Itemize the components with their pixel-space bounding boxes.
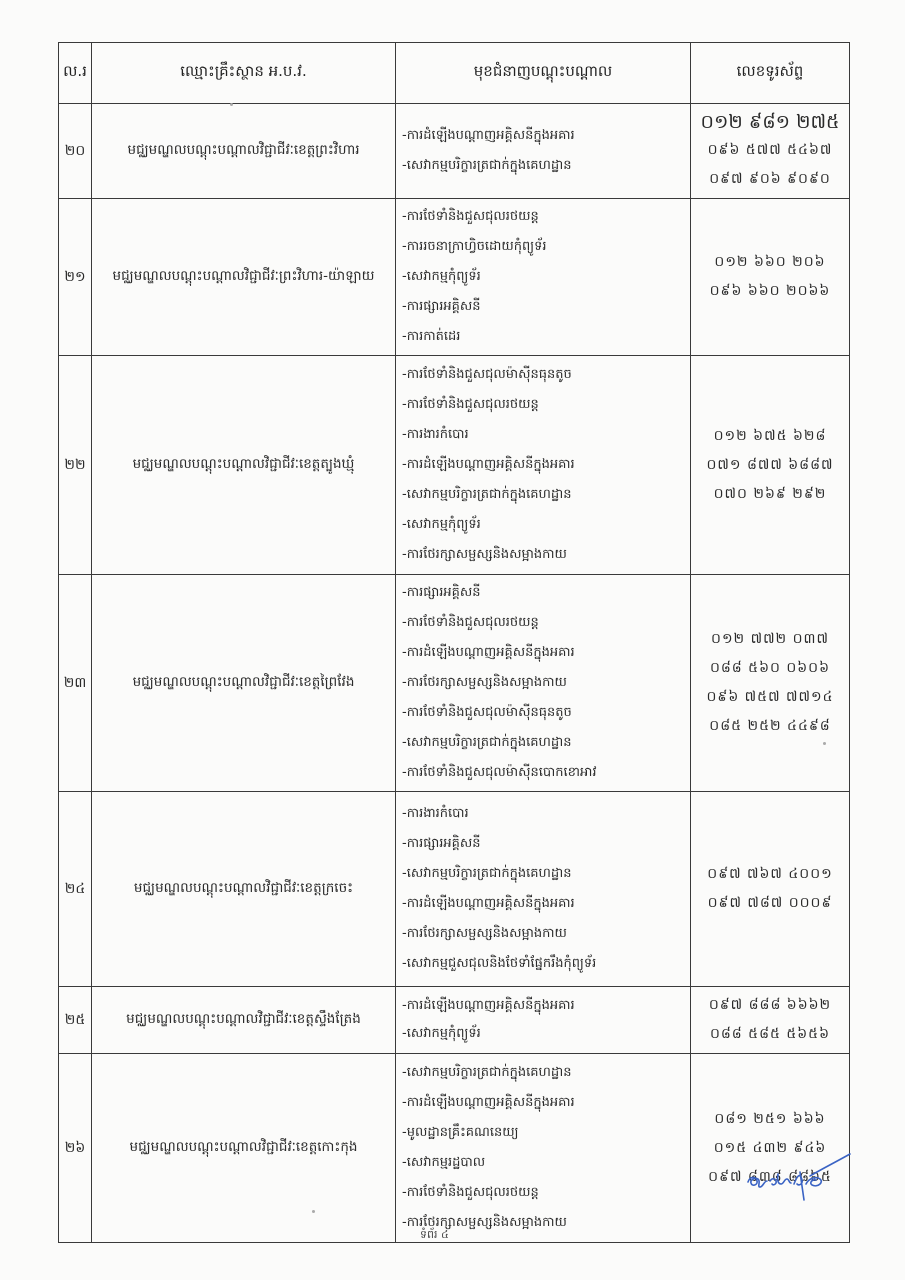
skill-item: -សេវាកម្មបរិក្ខារត្រជាក់ក្នុងគេហដ្ឋាន — [402, 487, 572, 502]
skill-item: -ការរចនាក្រាហ្វិចដោយកុំព្យូទ័រ — [402, 239, 547, 254]
institution-name: មជ្ឈមណ្ឌលបណ្តុះបណ្តាលវិជ្ជាជីវៈខេត្តកោះកុង — [92, 1054, 396, 1243]
phones-cell — [691, 792, 850, 987]
row-number: ២១ — [59, 199, 92, 356]
phones-cell — [691, 575, 850, 792]
phone-number: ០៩៦ ៧៥៧ ៧៧១៤ — [706, 689, 834, 705]
skill-item: -ការដំឡើងបណ្តាញអគ្គិសនីក្នុងអគារ — [402, 998, 575, 1013]
skill-item: -សេវាកម្មបរិក្ខារត្រជាក់ក្នុងគេហដ្ឋាន — [402, 158, 572, 173]
skills-cell — [396, 1054, 691, 1243]
skill-item: -ការថែរក្សាសម្ផស្សនិងសម្អាងកាយ — [402, 547, 567, 562]
row-number: ២២ — [59, 356, 92, 575]
phones-cell — [691, 356, 850, 575]
phone-number: ០៧១ ៨៧៧ ៦៨៨៧ — [706, 456, 834, 473]
table-row — [59, 987, 850, 1054]
phone-number: ០១២ ៦៦០ ២០៦ — [714, 254, 826, 270]
skill-item: -ការថែទាំនិងជួសជុលរថយន្ត — [402, 615, 539, 630]
header-no: ល.រ — [59, 43, 92, 104]
header-phone: លេខទូរស័ព្ទ — [691, 43, 850, 104]
table-row — [59, 575, 850, 792]
table-row — [59, 104, 850, 199]
skill-item: -ការថែទាំនិងជួសជុលរថយន្ត — [402, 1185, 539, 1200]
skill-item: -ការងារកំបោរ — [402, 427, 469, 442]
skill-item: -សេវាកម្មកុំព្យូទ័រ — [402, 269, 481, 284]
scan-speck — [230, 103, 233, 106]
skill-item: -ការផ្សារអគ្គិសនី — [402, 299, 481, 314]
phones-cell — [691, 987, 850, 1054]
phones-cell — [691, 199, 850, 356]
phones-cell — [691, 104, 850, 199]
phone-number: ០៩៦ ៥៧៧ ៥៤៦៧ — [707, 142, 833, 158]
institution-name: មជ្ឈមណ្ឌលបណ្តុះបណ្តាលវិជ្ជាជីវៈខេត្តក្រចេះ — [92, 792, 396, 987]
phone-number: ០១២ ៩៨១ ២៧៥ — [700, 111, 840, 133]
skill-item: -ការថែរក្សាសម្ផស្សនិងសម្អាងកាយ — [402, 675, 567, 690]
table-row — [59, 199, 850, 356]
row-number: ២៤ — [59, 792, 92, 987]
skill-item: -ការថែទាំនិងជួសជុលរថយន្ត — [402, 397, 539, 412]
institution-name: មជ្ឈមណ្ឌលបណ្តុះបណ្តាលវិជ្ជាជីវៈខេត្តព្រះវិហារ — [92, 104, 396, 199]
phone-number: ០៧០ ២៦៩ ២៩២ — [713, 485, 827, 502]
row-number: ២៦ — [59, 1054, 92, 1243]
skill-item: -ការកាត់ដេរ — [402, 329, 461, 344]
skills-cell — [396, 356, 691, 575]
skill-item: -មូលដ្ឋានគ្រឹះគណនេយ្យ — [402, 1125, 519, 1140]
scan-speck — [823, 742, 826, 745]
phone-number: ០១២ ៦៧៥ ៦២៨ — [713, 427, 827, 444]
institution-name: មជ្ឈមណ្ឌលបណ្តុះបណ្តាលវិជ្ជាជីវៈព្រះវិហារ-យ៉ាឡាយ — [92, 199, 396, 356]
scan-speck — [312, 1210, 315, 1213]
skill-item: -ការងារកំបោរ — [402, 806, 469, 821]
skill-item: -ការថែរក្សាសម្ផស្សនិងសម្អាងកាយ — [402, 926, 567, 941]
skill-item: -ការដំឡើងបណ្តាញអគ្គិសនីក្នុងអគារ — [402, 457, 575, 472]
skill-item: -សេវាកម្មរដ្ឋបាល — [402, 1155, 486, 1170]
skill-item: -ការថែរក្សាសម្ផស្សនិងសម្អាងកាយ — [402, 1215, 567, 1230]
header-training-skills: មុខជំនាញបណ្តុះបណ្តាល — [396, 43, 691, 104]
institution-name: មជ្ឈមណ្ឌលបណ្តុះបណ្តាលវិជ្ជាជីវៈខេត្តស្ទឹងត្រែង — [92, 987, 396, 1054]
phone-number: ០១២ ៧៧២ ០៣៧ — [711, 631, 829, 647]
row-number: ២៣ — [59, 575, 92, 792]
phone-number: ០៩៧ ៧៦៧ ៤០០១ — [707, 866, 833, 882]
table-row — [59, 1054, 850, 1243]
phone-number: ០៩៧ ៨៣៨ ៨៨៦៥ — [708, 1168, 832, 1185]
skills-cell — [396, 199, 691, 356]
skill-item: -ការដំឡើងបណ្តាញអគ្គិសនីក្នុងអគារ — [402, 128, 575, 143]
phone-number: ០៩៧ ៧៨៧ ០០០៩ — [707, 895, 833, 911]
skill-item: -សេវាកម្មកុំព្យូទ័រ — [402, 1026, 481, 1041]
institution-name: មជ្ឈមណ្ឌលបណ្តុះបណ្តាលវិជ្ជាជីវៈខេត្តត្បូងឃ្មុំ — [92, 356, 396, 575]
skill-item: -ការថែទាំនិងជួសជុលម៉ាស៊ីនធុនតូច — [402, 367, 572, 382]
skills-cell — [396, 575, 691, 792]
row-number: ២៥ — [59, 987, 92, 1054]
skills-cell — [396, 987, 691, 1054]
skill-item: -សេវាកម្មជួសជុលនិងថែទាំផ្នែករឹងកុំព្យូទ័រ — [402, 956, 597, 971]
skills-cell — [396, 104, 691, 199]
header-institution-name: ឈ្មោះគ្រឹះស្ថាន អ.ប.វ. — [92, 43, 396, 104]
skill-item: -ការដំឡើងបណ្តាញអគ្គិសនីក្នុងអគារ — [402, 1095, 575, 1110]
phone-number: ០១៥ ៤៣២ ៩៤៦ — [713, 1139, 827, 1156]
signature — [740, 1150, 870, 1220]
table-row — [59, 792, 850, 987]
phone-number: ០៩៧ ៩០៦ ៩០៩០ — [709, 171, 831, 187]
phone-number: ០៨៥ ២៥២ ៤៤៩៨ — [709, 718, 831, 734]
skill-item: -ការថែទាំនិងជួសជុលរថយន្ត — [402, 209, 539, 224]
skill-item: -សេវាកម្មកុំព្យូទ័រ — [402, 517, 481, 532]
table-body — [59, 104, 850, 1243]
table-header-row — [59, 43, 850, 104]
skill-item: -ការផ្សារអគ្គិសនី — [402, 585, 481, 600]
table-row — [59, 356, 850, 575]
page-number: ទំព័រ ៤ — [420, 1228, 449, 1241]
phone-number: ០៨៨ ៥៨៥ ៥៦៥៦ — [709, 1026, 831, 1042]
phone-number: ០៨១ ២៥១ ៦៦៦ — [714, 1110, 826, 1127]
skill-item: -សេវាកម្មបរិក្ខារត្រជាក់ក្នុងគេហដ្ឋាន — [402, 735, 572, 750]
skill-item: -ការថែទាំនិងជួសជុលម៉ាស៊ីនបោកខោអាវ — [402, 765, 597, 780]
skill-item: -ការដំឡើងបណ្តាញអគ្គិសនីក្នុងអគារ — [402, 645, 575, 660]
training-centers-table — [58, 42, 850, 1243]
row-number: ២០ — [59, 104, 92, 199]
skill-item: -សេវាកម្មបរិក្ខារត្រជាក់ក្នុងគេហដ្ឋាន — [402, 1065, 572, 1080]
skill-item: -ការផ្សារអគ្គិសនី — [402, 836, 481, 851]
skill-item: -ការថែទាំនិងជួសជុលម៉ាស៊ីនធុនតូច — [402, 705, 572, 720]
skill-item: -សេវាកម្មបរិក្ខារត្រជាក់ក្នុងគេហដ្ឋាន — [402, 866, 572, 881]
skills-cell — [396, 792, 691, 987]
skill-item: -ការដំឡើងបណ្តាញអគ្គិសនីក្នុងអគារ — [402, 896, 575, 911]
institution-name: មជ្ឈមណ្ឌលបណ្តុះបណ្តាលវិជ្ជាជីវៈខេត្តព្រៃវែង — [92, 575, 396, 792]
phone-number: ០៩៧ ៨៨៨ ៦៦៦២ — [708, 997, 832, 1013]
phone-number: ០៨៨ ៥៦០ ០៦០៦ — [709, 660, 831, 676]
phone-number: ០៩៦ ៦៦០ ២០៦៦ — [709, 283, 831, 299]
